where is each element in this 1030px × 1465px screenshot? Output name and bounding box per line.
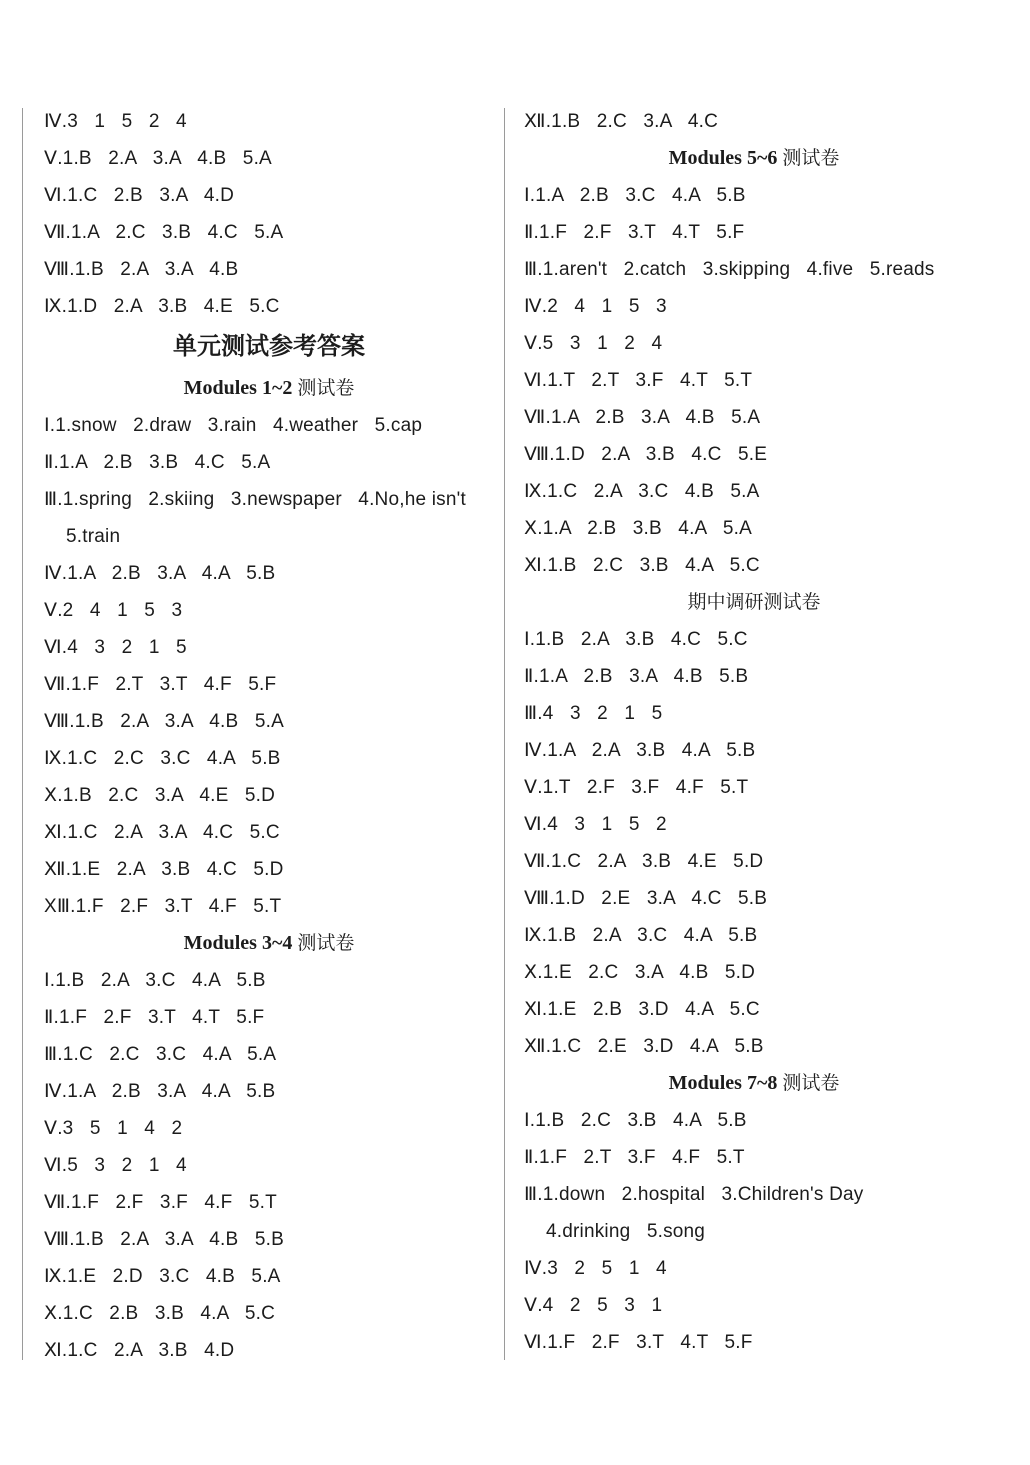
test-heading-modules: Modules 7~8: [668, 1072, 783, 1094]
answer-line: Ⅴ.1.T 2.F 3.F 4.F 5.T: [524, 777, 749, 798]
answer-line: Ⅵ.1.T 2.T 3.F 4.T 5.T: [524, 370, 753, 391]
answer-line: Ⅺ.1.C 2.A 3.A 4.C 5.C: [44, 822, 280, 843]
answer-line: Ⅰ.1.B 2.C 3.B 4.A 5.B: [524, 1110, 747, 1131]
answer-line: Ⅷ.1.B 2.A 3.A 4.B 5.A: [44, 711, 284, 732]
answer-line: Ⅵ.4 3 1 5 2: [524, 814, 667, 835]
test-heading-modules: Modules 3~4: [183, 932, 298, 954]
answer-line: Ⅹ.1.A 2.B 3.B 4.A 5.A: [524, 518, 752, 539]
test-heading: [44, 925, 494, 962]
test-heading-label: 测试卷: [297, 932, 355, 954]
answer-line: Ⅶ.1.F 2.T 3.T 4.F 5.F: [44, 674, 277, 695]
test-heading-label: 测试卷: [297, 377, 355, 399]
answer-line: Ⅻ.1.B 2.C 3.A 4.C: [524, 111, 719, 132]
answer-line: Ⅴ.2 4 1 5 3: [44, 600, 183, 621]
answer-line: Ⅲ.1.spring 2.skiing 3.newspaper 4.No,he isn't: [44, 489, 466, 510]
answer-line: Ⅴ.5 3 1 2 4: [524, 333, 663, 354]
column-divider: [504, 108, 505, 1360]
answer-line: Ⅶ.1.C 2.A 3.B 4.E 5.D: [524, 851, 764, 872]
answer-line: Ⅲ.4 3 2 1 5: [524, 703, 663, 724]
answer-line: Ⅳ.1.A 2.A 3.B 4.A 5.B: [524, 740, 756, 761]
answer-line: Ⅵ.1.C 2.B 3.A 4.D: [44, 185, 235, 206]
answer-line: Ⅳ.3 2 5 1 4: [524, 1258, 667, 1279]
test-heading: [524, 584, 984, 621]
answer-line: Ⅲ.1.aren't 2.catch 3.skipping 4.five 5.reads: [524, 259, 935, 280]
answer-line: Ⅸ.1.C 2.A 3.C 4.B 5.A: [524, 481, 760, 502]
answer-line: Ⅵ.1.F 2.F 3.T 4.T 5.F: [524, 1332, 753, 1353]
answer-line: Ⅴ.4 2 5 3 1: [524, 1295, 663, 1316]
answer-line: Ⅺ.1.C 2.A 3.B 4.D: [44, 1340, 235, 1361]
answer-line-continuation: 5.train: [66, 526, 121, 547]
test-heading-modules: Modules 1~2: [183, 377, 298, 399]
answer-line: Ⅷ.1.B 2.A 3.A 4.B 5.B: [44, 1229, 284, 1250]
answer-line: XⅢ.1.F 2.F 3.T 4.F 5.T: [44, 896, 282, 917]
test-heading-label: 测试卷: [782, 147, 840, 169]
answer-line: Ⅱ.1.F 2.F 3.T 4.T 5.F: [44, 1007, 265, 1028]
answer-line: Ⅻ.1.E 2.A 3.B 4.C 5.D: [44, 859, 284, 880]
answer-line: Ⅴ.1.B 2.A 3.A 4.B 5.A: [44, 148, 272, 169]
answer-line: Ⅸ.1.E 2.D 3.C 4.B 5.A: [44, 1266, 281, 1287]
answer-line: Ⅻ.1.C 2.E 3.D 4.A 5.B: [524, 1036, 764, 1057]
answer-line: Ⅺ.1.B 2.C 3.B 4.A 5.C: [524, 555, 760, 576]
answer-line: Ⅱ.1.A 2.B 3.B 4.C 5.A: [44, 452, 271, 473]
answer-line: Ⅹ.1.C 2.B 3.B 4.A 5.C: [44, 1303, 276, 1324]
right-answer-column: [524, 103, 984, 1361]
answer-line: Ⅲ.1.C 2.C 3.C 4.A 5.A: [44, 1044, 277, 1065]
answer-line: Ⅱ.1.A 2.B 3.A 4.B 5.B: [524, 666, 749, 687]
answer-line: Ⅸ.1.D 2.A 3.B 4.E 5.C: [44, 296, 280, 317]
answer-line: Ⅳ.3 1 5 2 4: [44, 111, 187, 132]
left-answer-column: [44, 103, 494, 1369]
answer-line: Ⅳ.1.A 2.B 3.A 4.A 5.B: [44, 1081, 276, 1102]
answer-line: Ⅷ.1.B 2.A 3.A 4.B: [44, 259, 239, 280]
answer-line: Ⅶ.1.A 2.C 3.B 4.C 5.A: [44, 222, 284, 243]
answer-line: Ⅺ.1.E 2.B 3.D 4.A 5.C: [524, 999, 760, 1020]
answer-line: Ⅰ.1.B 2.A 3.B 4.C 5.C: [524, 629, 748, 650]
answer-line: Ⅷ.1.D 2.A 3.B 4.C 5.E: [524, 444, 768, 465]
answer-line: Ⅰ.1.snow 2.draw 3.rain 4.weather 5.cap: [44, 415, 423, 436]
answer-line: Ⅵ.5 3 2 1 4: [44, 1155, 187, 1176]
answer-line: Ⅷ.1.D 2.E 3.A 4.C 5.B: [524, 888, 768, 909]
answer-line: Ⅳ.2 4 1 5 3: [524, 296, 667, 317]
answer-line: Ⅱ.1.F 2.T 3.F 4.F 5.T: [524, 1147, 745, 1168]
answer-line: Ⅴ.3 5 1 4 2: [44, 1118, 183, 1139]
answer-line: Ⅰ.1.A 2.B 3.C 4.A 5.B: [524, 185, 746, 206]
test-heading: [44, 370, 494, 407]
section-title: 单元测试参考答案: [173, 334, 365, 360]
answer-line: Ⅲ.1.down 2.hospital 3.Children's Day: [524, 1184, 864, 1205]
answer-line: Ⅸ.1.C 2.C 3.C 4.A 5.B: [44, 748, 281, 769]
test-heading-label: 期中调研测试卷: [687, 591, 821, 613]
test-heading-modules: Modules 5~6: [668, 147, 783, 169]
test-heading: [524, 140, 984, 177]
answer-line: Ⅶ.1.A 2.B 3.A 4.B 5.A: [524, 407, 761, 428]
answer-line: Ⅱ.1.F 2.F 3.T 4.T 5.F: [524, 222, 745, 243]
answer-line: Ⅵ.4 3 2 1 5: [44, 637, 187, 658]
answer-line: Ⅹ.1.B 2.C 3.A 4.E 5.D: [44, 785, 276, 806]
left-margin-rule: [22, 108, 23, 1360]
answer-line: Ⅳ.1.A 2.B 3.A 4.A 5.B: [44, 563, 276, 584]
answer-line: Ⅰ.1.B 2.A 3.C 4.A 5.B: [44, 970, 266, 991]
answer-line-continuation: 4.drinking 5.song: [546, 1221, 706, 1242]
answer-line: Ⅹ.1.E 2.C 3.A 4.B 5.D: [524, 962, 756, 983]
answer-line: Ⅶ.1.F 2.F 3.F 4.F 5.T: [44, 1192, 277, 1213]
answer-line: Ⅸ.1.B 2.A 3.C 4.A 5.B: [524, 925, 758, 946]
test-heading: [524, 1065, 984, 1102]
test-heading-label: 测试卷: [782, 1072, 840, 1094]
